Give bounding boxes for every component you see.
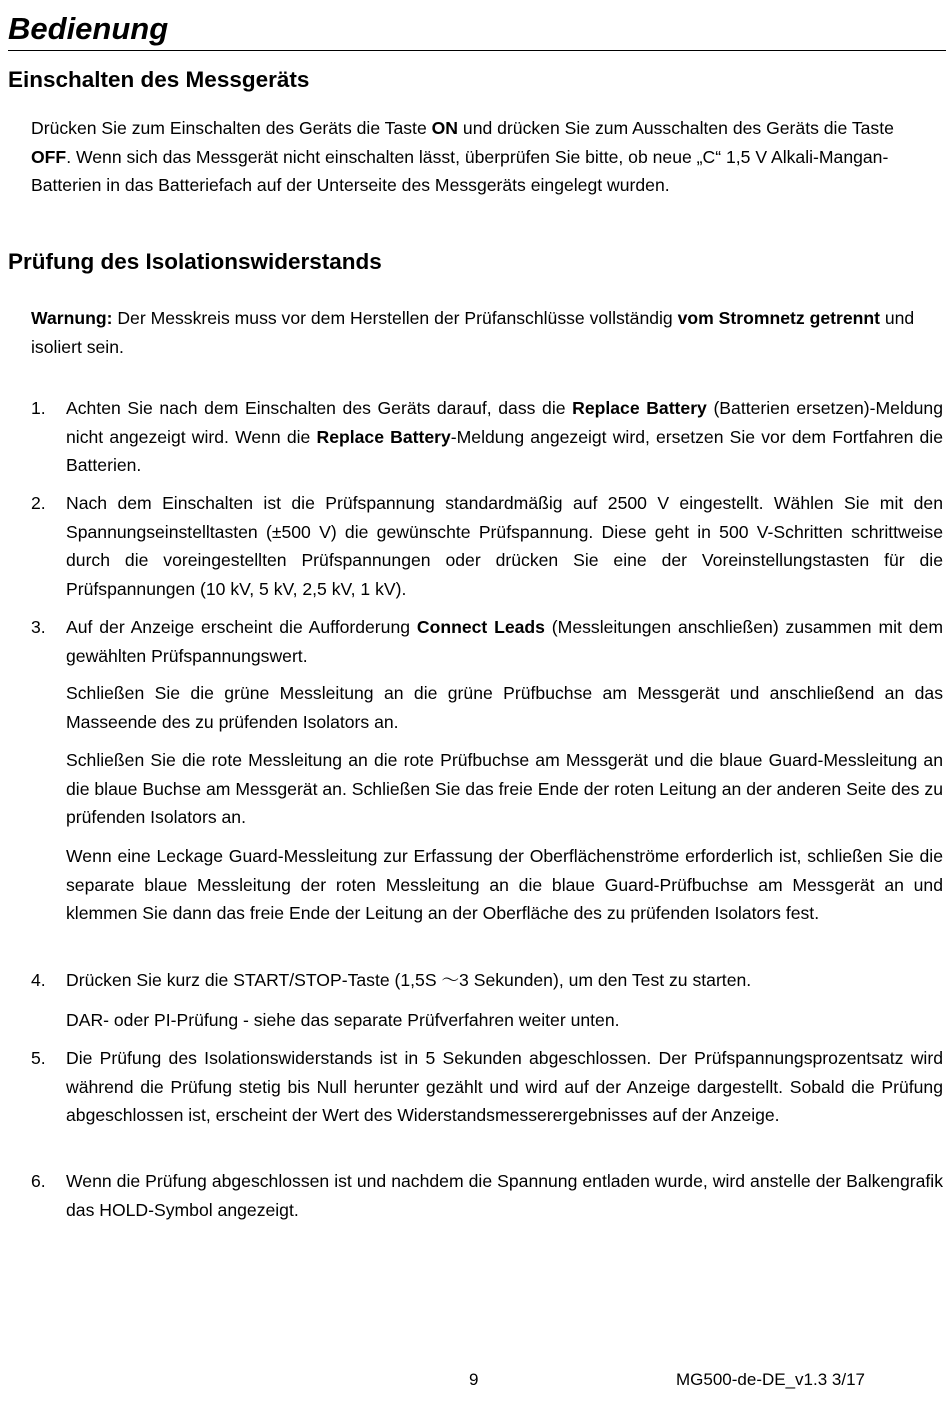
list-item-text: Drücken Sie kurz die START/STOP-Taste (1,5S ～3 Sekunden), um den Test zu starten.	[66, 970, 752, 990]
section-heading-power-on: Einschalten des Messgeräts	[8, 67, 310, 92]
list-item-text	[66, 394, 943, 480]
list-number: 1.	[31, 398, 46, 418]
text-run: Achten Sie nach dem Einschalten des Geräts darauf, dass die	[66, 398, 573, 418]
text-run: Der Messkreis muss vor dem Herstellen der Prüfanschlüsse vollständig	[112, 308, 678, 328]
list-number: 2.	[31, 493, 46, 513]
list-item	[31, 394, 943, 480]
warning-paragraph	[31, 304, 931, 361]
list-item-text: Die Prüfung des Isolationswiderstands ist in 5 Sekunden abgeschlossen. Der Prüfspannungsprozentsatz wird während die Prüfung stetig bis Null herunter gezählt und wird auf der Anzeige dargestellt. Sobald die Prüfung abgeschlossen ist, erscheint der Wert des Widerstandsmesserergebnisses auf der Anzeige.	[66, 1048, 943, 1126]
list-item-text: Wenn die Prüfung abgeschlossen ist und nachdem die Spannung entladen wurde, wird anstelle der Balkengrafik das HOLD-Symbol angezeigt.	[66, 1171, 943, 1220]
emphasis-text: vom Stromnetz getrennt	[677, 308, 880, 328]
page-number: 9	[469, 1370, 479, 1389]
emphasis-text: Replace Battery	[572, 398, 707, 418]
list-item	[31, 613, 943, 670]
list-subparagraph: Wenn eine Leckage Guard-Messleitung zur Erfassung der Oberflächenströme erforderlich ist, schließen Sie die separate blaue Messleitung der roten Messleitung an die blaue Guard-Prüfbuchse am Messgerät an und klemmen Sie dann das freie Ende der Leitung an der Oberfläche des zu prüfenden Isolators fest.	[66, 846, 943, 924]
list-item	[31, 1167, 943, 1224]
section-heading-insulation-test: Prüfung des Isolationswiderstands	[8, 249, 382, 274]
list-item-text	[66, 613, 943, 670]
text-run: (Messleitungen anschließen) zusammen mit dem gewählten Prüfspannungswert.	[66, 617, 943, 666]
list-subparagraph: DAR- oder PI-Prüfung - siehe das separate Prüfverfahren weiter unten.	[66, 1010, 620, 1030]
list-number: 5.	[31, 1048, 46, 1068]
list-item	[31, 966, 943, 995]
text-run: (Batterien ersetzen)-Meldung nicht angezeigt wird. Wenn die	[66, 398, 944, 447]
text-run: und isoliert sein.	[31, 308, 915, 357]
warning-label: Warnung:	[31, 308, 113, 328]
list-number: 3.	[31, 617, 46, 637]
list-item	[31, 1044, 943, 1130]
on-key-label: ON	[431, 118, 459, 138]
text-run: . Wenn sich das Messgerät nicht einschalten lässt, überprüfen Sie bitte, ob neue „C“ 1,5 V Alkali-Mangan-Batterien in das Batteriefach auf der Unterseite des Messgeräts eingelegt wurden.	[31, 146, 889, 196]
text-run: und drücken Sie zum Ausschalten des Geräts die Taste	[458, 118, 894, 138]
off-key-label: OFF	[31, 146, 67, 167]
power-on-paragraph	[31, 114, 911, 200]
list-number: 6.	[31, 1171, 46, 1191]
list-item	[31, 489, 943, 604]
emphasis-text: Replace Battery	[316, 426, 451, 447]
text-run: Drücken Sie zum Einschalten des Geräts die Taste	[31, 118, 432, 138]
document-reference: MG500-de-DE_v1.3 3/17	[676, 1370, 865, 1389]
list-subparagraph: Schließen Sie die rote Messleitung an die rote Prüfbuchse am Messgerät und die blaue Guard-Messleitung an die blaue Buchse am Messgerät an. Schließen Sie das freie Ende der roten Leitung an der anderen Seite des zu prüfenden Isolators an.	[66, 750, 943, 828]
text-run: -Meldung angezeigt wird, ersetzen Sie vor dem Fortfahren die Batterien.	[66, 426, 943, 476]
list-number: 4.	[31, 970, 46, 990]
list-item-text: Nach dem Einschalten ist die Prüfspannung standardmäßig auf 2500 V eingestellt. Wählen Sie mit den Spannungseinstelltasten (±500 V) die gewünschte Prüfspannung. Diese geht in 500 V-Schritten schrittweise durch die voreingestellten Prüfspannungen oder drücken Sie eine der Voreinstellungstasten für die Prüfspannungen (10 kV, 5 kV, 2,5 kV, 1 kV).	[66, 493, 943, 600]
page-title: Bedienung	[8, 8, 946, 51]
emphasis-text: Connect Leads	[416, 617, 545, 637]
text-run: Auf der Anzeige erscheint die Aufforderung	[66, 617, 417, 637]
list-subparagraph: Schließen Sie die grüne Messleitung an die grüne Prüfbuchse am Messgerät und anschließend an das Masseende des zu prüfenden Isolators an.	[66, 683, 943, 732]
